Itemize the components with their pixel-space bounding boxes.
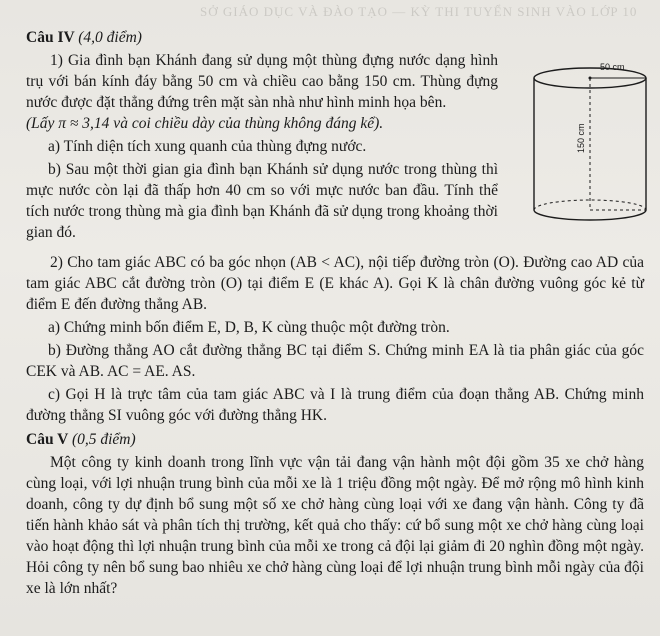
part-1-intro: 1) Gia đình bạn Khánh đang sử dụng một thùng đựng nước dạng hình trụ với bán kính đáy bằng 50 cm và chiều cao bằng 150 cm. Thùng đựng nước được đặt thẳng đứng trên mặt sàn nhà như hình minh họa bên.	[26, 52, 498, 111]
question-4-part-1	[26, 50, 498, 243]
question-4-part-2	[26, 252, 644, 426]
part-2-b: b) Đường thẳng AO cắt đường thẳng BC tại điểm S. Chứng minh EA là tia phân giác của góc CEK và AB. AC = AE. AS.	[26, 342, 644, 380]
part-1-note: (Lấy π ≈ 3,14 và coi chiều dày của thùng không đáng kể).	[26, 115, 384, 132]
height-label: 150 cm	[576, 123, 586, 153]
question-4-points: (4,0 điểm)	[78, 29, 142, 46]
question-4-title	[26, 28, 644, 48]
part-2-a: a) Chứng minh bốn điểm E, D, B, K cùng thuộc một đường tròn.	[48, 319, 450, 336]
part-2-intro: 2) Cho tam giác ABC có ba góc nhọn (AB < AC), nội tiếp đường tròn (O). Đường cao AD của tam giác ABC cắt đường tròn (O) tại điểm E (E khác A). Gọi K là chân đường vuông góc kẻ từ điểm E đến đường thẳng AB.	[26, 254, 644, 313]
part-2-c: c) Gọi H là trực tâm của tam giác ABC và I là trung điểm của đoạn thẳng AB. Chứng minh đường thẳng SI vuông góc với đường thẳng HK.	[26, 386, 644, 424]
question-5-body: Một công ty kinh doanh trong lĩnh vực vận tải đang vận hành một đội gồm 35 xe chở hàng cùng loại, với lợi nhuận trung bình của mỗi xe là 1 triệu đồng một ngày. Để mở rộng mô hình kinh doanh, công ty dự định bổ sung một số xe chở hàng cùng loại với xe đang vận hành. Công ty đã tiến hành khảo sát và phân tích thị trường, kết quả cho thấy: cứ bổ sung một xe chở hàng cùng loại vào hoạt động thì lợi nhuận trung bình của mỗi xe trong cả đội lại giảm đi 20 nghìn đồng một ngày. Hỏi công ty nên bổ sung bao nhiêu xe chở hàng cùng loại để lợi nhuận trung bình mỗi ngày của đội xe là lớn nhất?	[26, 454, 644, 597]
part-1-b: b) Sau một thời gian gia đình bạn Khánh sử dụng nước trong thùng thì mực nước còn lại đã thấp hơn 40 cm so với mực nước ban đầu. Tính thể tích nước trong thùng mà gia đình bạn Khánh đã sử dụng trong khoảng thời gian đó.	[26, 161, 498, 241]
question-5-points: (0,5 điểm)	[71, 431, 136, 448]
radius-label: 50 cm	[600, 62, 625, 72]
faint-header: SỞ GIÁO DỤC VÀ ĐÀO TẠO — KỲ THI TUYỂN SINH VÀO LỚP 10	[200, 4, 638, 19]
question-5-title	[26, 430, 644, 450]
question-4-label: Câu IV	[26, 29, 75, 46]
cylinder-figure	[530, 58, 650, 228]
question-5-label: Câu V	[26, 431, 69, 448]
part-1-a: a) Tính diện tích xung quanh của thùng đựng nước.	[48, 138, 367, 155]
